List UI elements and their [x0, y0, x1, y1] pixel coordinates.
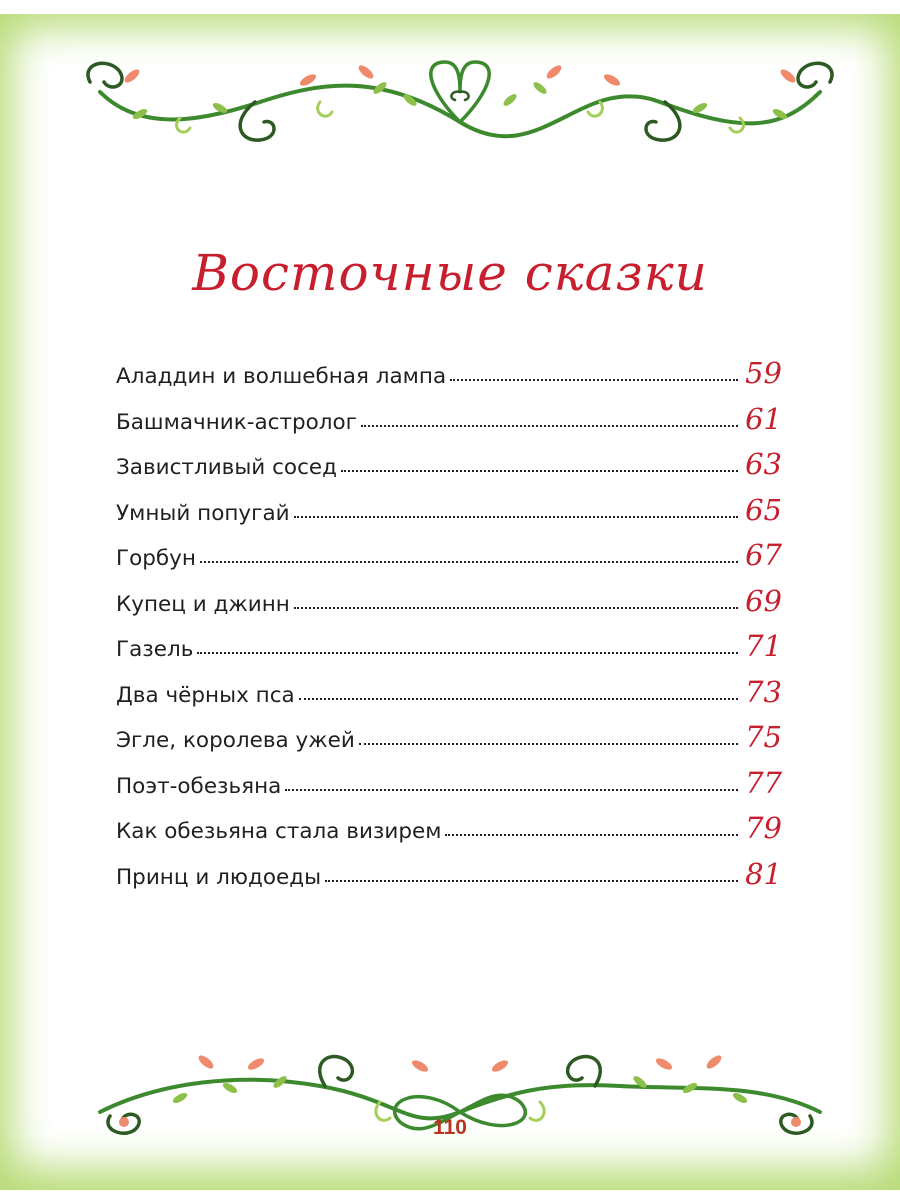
- toc-entry-page: 63: [745, 447, 782, 481]
- toc-dot-leader: [294, 512, 738, 518]
- toc-entry-page: 65: [745, 492, 782, 527]
- top-floral-ornament: [80, 52, 840, 152]
- toc-entry-title: Принц и людоеды: [116, 864, 322, 890]
- toc-entry-page: 69: [745, 583, 782, 618]
- toc-entry-title: Завистливый сосед: [116, 455, 338, 480]
- toc-entry-page: 59: [745, 356, 782, 390]
- toc-entry-page: 79: [745, 811, 782, 845]
- toc-dot-leader: [325, 876, 738, 882]
- toc-dot-leader: [294, 603, 738, 609]
- table-of-contents: [116, 356, 782, 902]
- toc-entry[interactable]: [116, 447, 782, 493]
- toc-dot-leader: [450, 375, 738, 381]
- toc-entry[interactable]: [116, 402, 782, 448]
- toc-entry-page: 81: [745, 856, 782, 891]
- toc-entry[interactable]: [116, 811, 782, 857]
- toc-entry[interactable]: [116, 538, 782, 584]
- toc-dot-leader: [361, 421, 738, 427]
- toc-entry-title: Поэт-обезьяна: [116, 773, 282, 799]
- toc-entry-page: 75: [745, 720, 782, 754]
- toc-entry-title: Купец и джинн: [116, 591, 290, 617]
- toc-entry-title: Как обезьяна стала визирем: [116, 819, 442, 844]
- toc-entry-title: Эгле, королева ужей: [116, 728, 355, 753]
- toc-entry-title: Два чёрных пса: [116, 682, 295, 708]
- toc-dot-leader: [299, 694, 738, 700]
- toc-dot-leader: [285, 785, 738, 791]
- toc-dot-leader: [197, 648, 738, 654]
- toc-entry-page: 73: [745, 674, 782, 709]
- toc-dot-leader: [445, 830, 738, 836]
- toc-entry-page: 61: [745, 401, 782, 436]
- toc-dot-leader: [359, 739, 738, 745]
- toc-entry-title: Аладдин и волшебная лампа: [116, 364, 447, 389]
- toc-entry[interactable]: [116, 766, 782, 812]
- toc-dot-leader: [200, 557, 738, 563]
- toc-dot-leader: [341, 466, 738, 472]
- toc-entry[interactable]: [116, 629, 782, 675]
- toc-entry[interactable]: [116, 675, 782, 721]
- toc-entry[interactable]: [116, 857, 782, 903]
- toc-entry[interactable]: [116, 356, 782, 402]
- toc-entry-title: Газель: [116, 637, 194, 662]
- toc-entry-title: Горбун: [116, 546, 196, 571]
- toc-entry[interactable]: [116, 720, 782, 766]
- page-number: 110: [433, 1116, 467, 1139]
- toc-entry[interactable]: [116, 584, 782, 630]
- toc-entry-page: 71: [745, 629, 782, 663]
- toc-entry-page: 77: [745, 765, 782, 800]
- toc-entry[interactable]: [116, 493, 782, 539]
- toc-entry-title: Башмачник-астролог: [116, 409, 357, 435]
- toc-entry-title: Умный попугай: [116, 500, 290, 526]
- toc-entry-page: 67: [745, 538, 782, 572]
- section-title: Восточные сказки: [192, 244, 708, 302]
